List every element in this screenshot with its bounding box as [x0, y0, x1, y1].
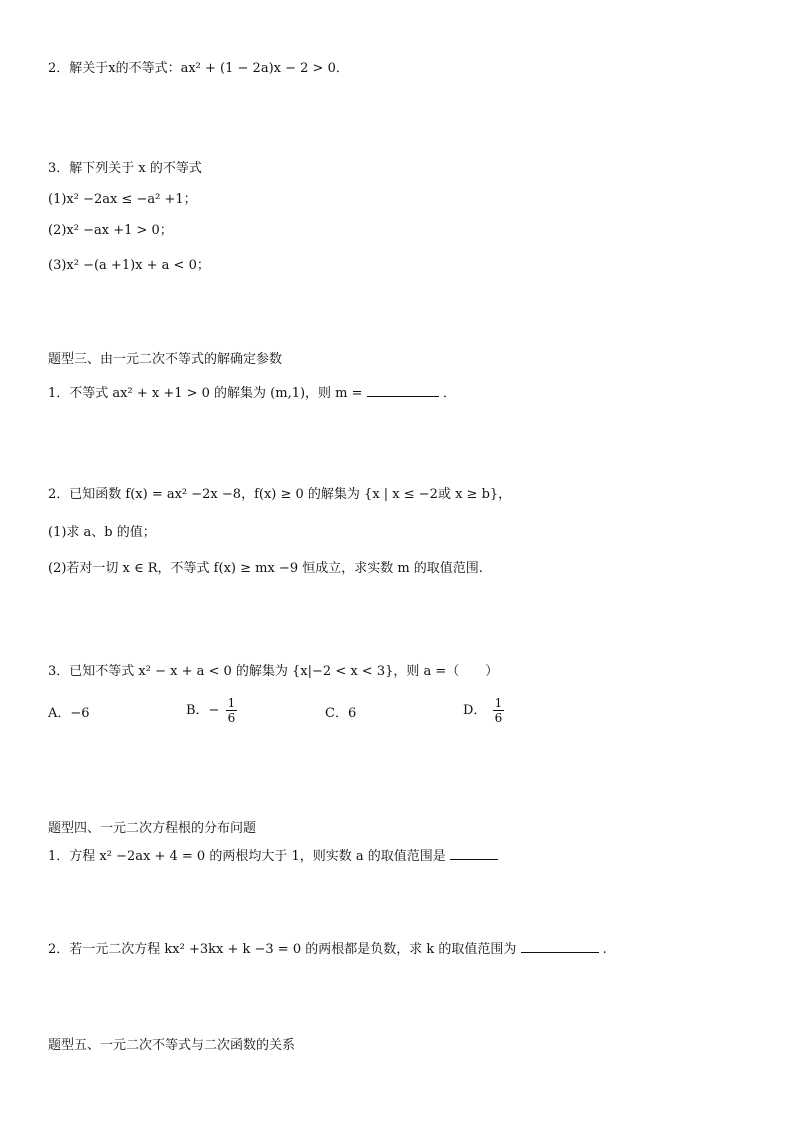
question-text: 2．解关于x的不等式：ax² + (1 − 2a)x − 2 > 0．: [48, 61, 349, 76]
question-text: (1)求 a、b 的值；: [48, 525, 156, 540]
question-3-part-3: [48, 257, 210, 275]
section3-question-2-part-1: [48, 524, 156, 542]
section4-question-2: [48, 940, 607, 959]
fraction-denominator: 6: [227, 711, 236, 725]
answer-blank[interactable]: [367, 384, 439, 397]
option-c[interactable]: [325, 705, 356, 723]
question-text: (1)x² −2ax ≤ −a² +1；: [48, 192, 197, 207]
question-3-part-1: [48, 191, 197, 209]
question-text: 3．已知不等式 x² − x + a < 0 的解集为 {x|−2 < x < 3}，则 a =（ ）: [48, 664, 499, 679]
option-b-label: B．−: [186, 703, 220, 718]
section3-question-2: [48, 486, 511, 504]
question-3-title: [48, 160, 202, 178]
heading-text: 题型四、一元二次方程根的分布问题: [48, 821, 257, 836]
question-text: 1．不等式 ax² + x +1 > 0 的解集为 (m,1)，则 m =: [48, 386, 363, 401]
heading-text: 题型五、一元二次不等式与二次函数的关系: [48, 1038, 296, 1053]
question-text: 2．已知函数 f(x) = ax² −2x −8，f(x) ≥ 0 的解集为 {x | x ≤ −2或 x ≥ b}，: [48, 487, 512, 502]
fraction-denominator: 6: [494, 711, 503, 725]
option-b-fraction: [226, 696, 238, 725]
question-2-inequality: [48, 60, 349, 78]
question-text: 1．方程 x² −2ax + 4 = 0 的两根均大于 1，则实数 a 的取值范围是: [48, 849, 446, 864]
option-d-fraction: [493, 696, 505, 725]
question-text: (2)若对一切 x ∈ R，不等式 f(x) ≥ mx −9 恒成立，求实数 m 的取值范围.: [48, 561, 483, 576]
section-heading-4: [48, 820, 256, 838]
option-a-label: A．−6: [48, 706, 90, 721]
option-b[interactable]: [186, 696, 237, 725]
question-text: (3)x² −(a +1)x + a < 0；: [48, 258, 210, 273]
question-3-part-2: [48, 222, 173, 240]
section-heading-3: [48, 351, 282, 369]
option-c-label: C．6: [325, 706, 357, 721]
option-d-label: D．: [463, 703, 487, 718]
option-d[interactable]: [463, 696, 504, 725]
section3-question-2-part-2: [48, 560, 483, 578]
fraction-numerator: 1: [494, 696, 503, 710]
option-a[interactable]: [48, 705, 90, 723]
heading-text: 题型三、由一元二次不等式的解确定参数: [48, 352, 283, 367]
section4-question-1: [48, 847, 498, 866]
question-text: 3．解下列关于 x 的不等式: [48, 161, 202, 176]
question-text-end: .: [602, 942, 607, 957]
question-text-end: ．: [442, 386, 456, 401]
answer-blank[interactable]: [521, 940, 599, 953]
section3-question-1: [48, 384, 456, 403]
section3-question-3: [48, 663, 498, 681]
question-text: 2．若一元二次方程 kx² +3kx + k −3 = 0 的两根都是负数，求 k 的取值范围为: [48, 942, 517, 957]
section-heading-5: [48, 1037, 295, 1055]
fraction-numerator: 1: [227, 696, 236, 710]
answer-blank[interactable]: [450, 847, 498, 860]
question-text: (2)x² −ax +1 > 0；: [48, 223, 173, 238]
